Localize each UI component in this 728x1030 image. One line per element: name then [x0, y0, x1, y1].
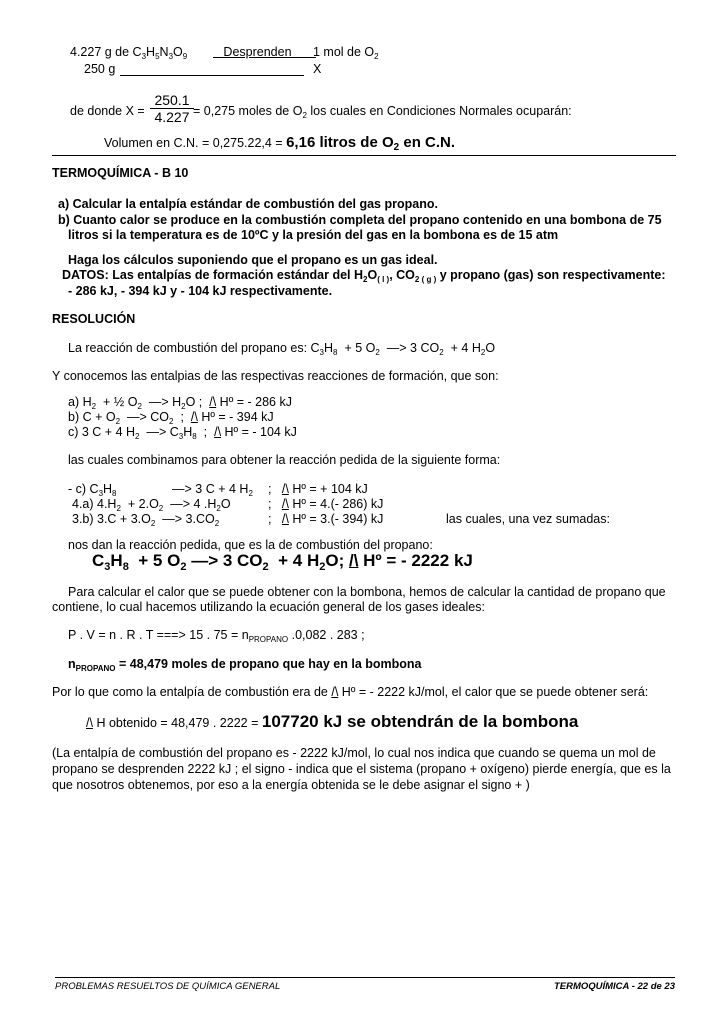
heat-result: /\ H obtenido = 48,479 . 2222 = 107720 kJ se obtendrán de la bombona — [86, 712, 579, 731]
delta-icon: /\ — [281, 512, 289, 526]
stoich-underline — [120, 75, 304, 76]
formation-a: a) $H_2$ + ½ $O_2$ —> $H_2O$ ; /\ Hº = - 286 kJ — [68, 395, 292, 411]
stoich-line-2-right: X — [313, 62, 322, 76]
stoich-line-2-left: 250 g — [84, 62, 116, 76]
combo-3-right: ; /\ Hº = 3.(- 394) kJ — [268, 512, 384, 526]
problem-datos-2: - 286 kJ, - 394 kJ y - 104 kJ respectivamente. — [68, 284, 333, 298]
combo-2-left: 4.a) $4.H_2 + 2.O_2$ —> 4 $.H_2O$ — [72, 497, 231, 513]
stoich-line-1-right: 1 mol de $O_2$ — [313, 45, 379, 61]
footer-left: PROBLEMAS RESUELTOS DE QUÍMICA GENERAL — [55, 981, 281, 992]
page-footer — [55, 977, 675, 992]
volume-line: Volumen en C.N. = 0,275.22,4 = 6,16 litros de $O_2$ en C.N. — [104, 134, 456, 153]
note-1: (La entalpía de combustión del propano es - 2222 kJ/mol, lo cual nos indica que cuando se quema un mol de — [52, 746, 656, 760]
note-2: propano se desprenden 2222 kJ ; el signo - indica que el sistema (propano + oxígeno) pierde energía, que es la — [52, 762, 671, 776]
desprenden-label: Desprenden — [223, 45, 292, 59]
delta-icon: /\ — [190, 410, 198, 424]
gas-equation: P . V = n . R . T ===> 15 . $75 = n_{PROPANO}$ .0,082 . 283 ; — [68, 628, 365, 644]
combo-3-left: 3.b) $3.C + 3.O_2$ —> $3.CO_2$ — [72, 512, 220, 528]
moles-result: $n_{PROPANO} = 48,479$ moles de propano que hay en la bombona — [68, 657, 422, 673]
problem-title: TERMOQUÍMICA - B 10 — [52, 166, 189, 180]
combo-2-right: ; /\ Hº = 4.(- 286) kJ — [268, 497, 384, 511]
delta-icon: /\ — [209, 395, 217, 409]
combo-1-left: - c) $C_3H_8$ — [68, 482, 117, 498]
resolution-heading: RESOLUCIÓN — [52, 312, 136, 326]
stoich-line-1: 4.227 g de $C_3H_5N_3O_9$ — [70, 45, 188, 61]
problem-hint: Haga los cálculos suponiendo que el propano es un gas ideal. — [68, 253, 438, 267]
formation-b: b) $C + O_2$ —> $CO_2$ ; /\ Hº = - 394 kJ — [68, 410, 274, 426]
combo-1-mid: —> 3 C + 4 $H_2$ — [172, 482, 253, 498]
fraction — [150, 92, 194, 125]
problem-b-2: litros si la temperatura es de 10ºC y la presión del gas en la bombona es de 15 atm — [68, 228, 559, 242]
delta-icon: /\ — [348, 551, 359, 570]
para-2: contiene, lo cual hacemos utilizando la ecuación general de los gases ideales: — [52, 600, 485, 614]
heat-intro: Por lo que como la entalpía de combustión era de /\ Hº = - 2222 kJ/mol, el calor que se puede obtener será: — [52, 685, 649, 699]
fraction-numerator: 250.1 — [150, 92, 194, 109]
note-3: que nosotros obtenemos, por eso a la energía obtenida se le debe asignar el signo + ) — [52, 778, 530, 792]
result-intro: nos dan la reacción pedida, que es la de combustión del propano: — [68, 538, 433, 552]
combustion-equation: $C_3H_8 + 5$ $O_2$ —> 3 $CO_2 + 4$ $H_2O$; /\ Hº = - 2222 kJ — [92, 551, 473, 573]
problem-b-1: b) Cuanto calor se produce en la combustión completa del propano contenido en una bombona de 75 — [58, 213, 662, 227]
delta-icon: /\ — [331, 685, 339, 699]
delta-icon: /\ — [86, 716, 93, 730]
combo-sum-note: las cuales, una vez sumadas: — [446, 512, 610, 526]
delta-icon: /\ — [281, 497, 289, 511]
delta-icon: /\ — [214, 425, 222, 439]
combustion-reaction: La reacción de combustión del propano es: $C_3H_8 + 5$ $O_2$ —> 3 $CO_2 + 4$ $H_2O$ — [68, 341, 496, 357]
combine-intro: las cuales combinamos para obtener la reacción pedida de la siguiente forma: — [68, 453, 501, 467]
problem-a: a) Calcular la entalpía estándar de combustión del gas propano. — [58, 197, 438, 211]
delta-icon: /\ — [281, 482, 289, 496]
formation-c: c) 3 C + 4 $H_2$ —> $C_3H_8$ ; /\ Hº = - 104 kJ — [68, 425, 297, 441]
footer-right: TERMOQUÍMICA - 22 de 23 — [553, 981, 675, 992]
problem-datos: DATOS: Las entalpías de formación estándar del $H_2O_{( l )}$, $CO_{2 ( g )}$ y propano (gas) son respectivamente: — [62, 268, 666, 284]
separator — [52, 155, 676, 156]
fraction-denominator: 4.227 — [154, 109, 190, 125]
combo-1-right: ; /\ Hº = + 104 kJ — [268, 482, 368, 496]
para-1: Para calcular el calor que se puede obtener con la bombona, hemos de calcular la cantidad de propano que — [68, 585, 666, 599]
fraction-result: = 0,275 moles de $O_2$ los cuales en Condiciones Normales ocuparán: — [193, 104, 572, 120]
formation-intro: Y conocemos las entalpias de las respectivas reacciones de formación, que son: — [52, 369, 499, 383]
fraction-label: de donde X = — [70, 104, 145, 118]
